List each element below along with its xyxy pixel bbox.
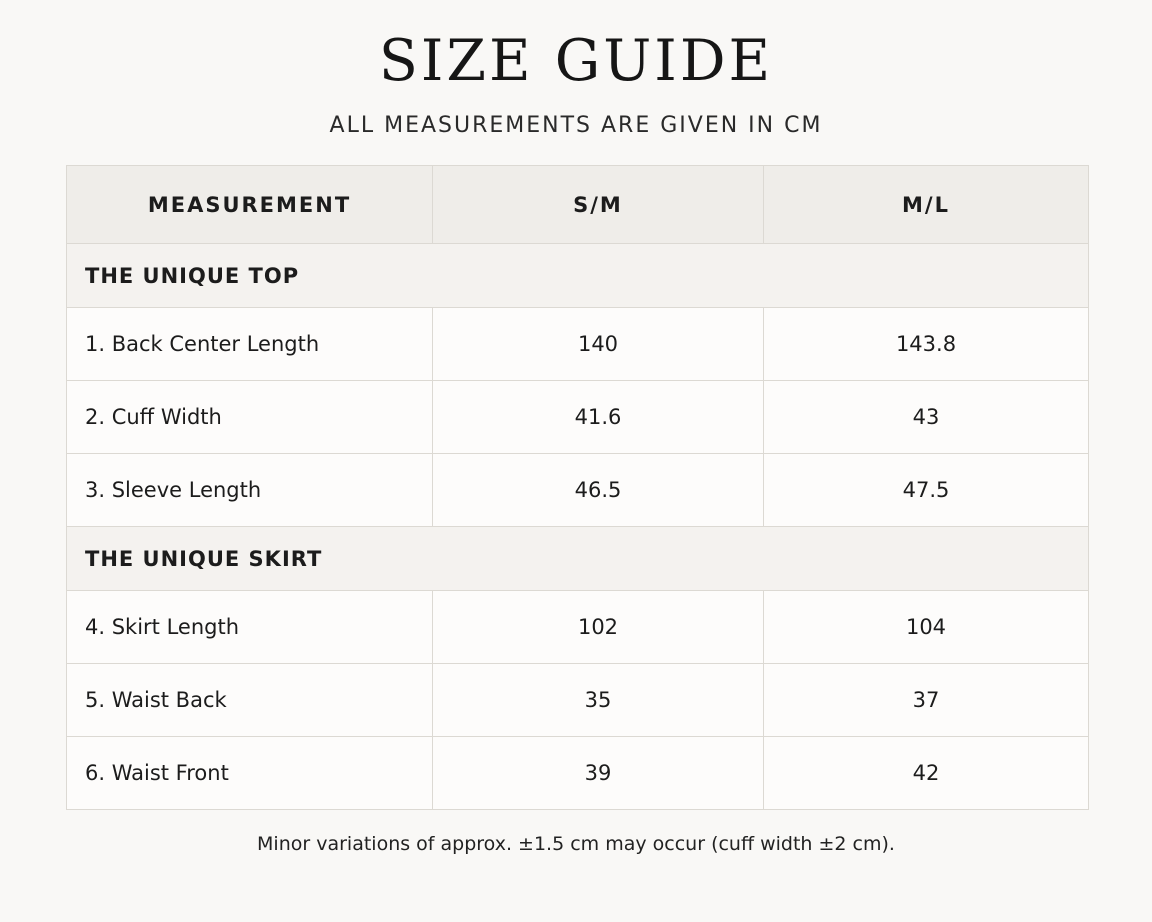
measurement-label: 1. Back Center Length — [67, 308, 433, 381]
sm-value: 140 — [433, 308, 764, 381]
column-header-sm: S/M — [433, 166, 764, 244]
ml-value: 37 — [764, 664, 1089, 737]
measurement-label: 4. Skirt Length — [67, 591, 433, 664]
table-row — [67, 381, 1089, 454]
table-row — [67, 591, 1089, 664]
ml-value: 143.8 — [764, 308, 1089, 381]
sm-value: 46.5 — [433, 454, 764, 527]
size-table — [66, 165, 1089, 810]
measurement-label: 3. Sleeve Length — [67, 454, 433, 527]
footnote: Minor variations of approx. ±1.5 cm may occur (cuff width ±2 cm). — [257, 833, 895, 855]
column-header-measurement: MEASUREMENT — [67, 166, 433, 244]
measurement-label: 2. Cuff Width — [67, 381, 433, 454]
sm-value: 39 — [433, 737, 764, 810]
ml-value: 43 — [764, 381, 1089, 454]
table-row — [67, 454, 1089, 527]
table-row — [67, 664, 1089, 737]
table-row — [67, 308, 1089, 381]
section-title: THE UNIQUE SKIRT — [67, 527, 1089, 591]
sm-value: 102 — [433, 591, 764, 664]
table-header — [67, 166, 1089, 244]
page-title: SIZE GUIDE — [378, 28, 774, 94]
ml-value: 104 — [764, 591, 1089, 664]
column-header-ml: M/L — [764, 166, 1089, 244]
ml-value: 42 — [764, 737, 1089, 810]
section-title: THE UNIQUE TOP — [67, 244, 1089, 308]
sm-value: 35 — [433, 664, 764, 737]
table-row — [67, 737, 1089, 810]
table-body — [67, 244, 1089, 810]
header-row — [67, 166, 1089, 244]
sm-value: 41.6 — [433, 381, 764, 454]
ml-value: 47.5 — [764, 454, 1089, 527]
measurement-label: 6. Waist Front — [67, 737, 433, 810]
measurement-label: 5. Waist Back — [67, 664, 433, 737]
page-subtitle: ALL MEASUREMENTS ARE GIVEN IN CM — [329, 113, 823, 138]
section-row-top — [67, 244, 1089, 308]
section-row-skirt — [67, 527, 1089, 591]
